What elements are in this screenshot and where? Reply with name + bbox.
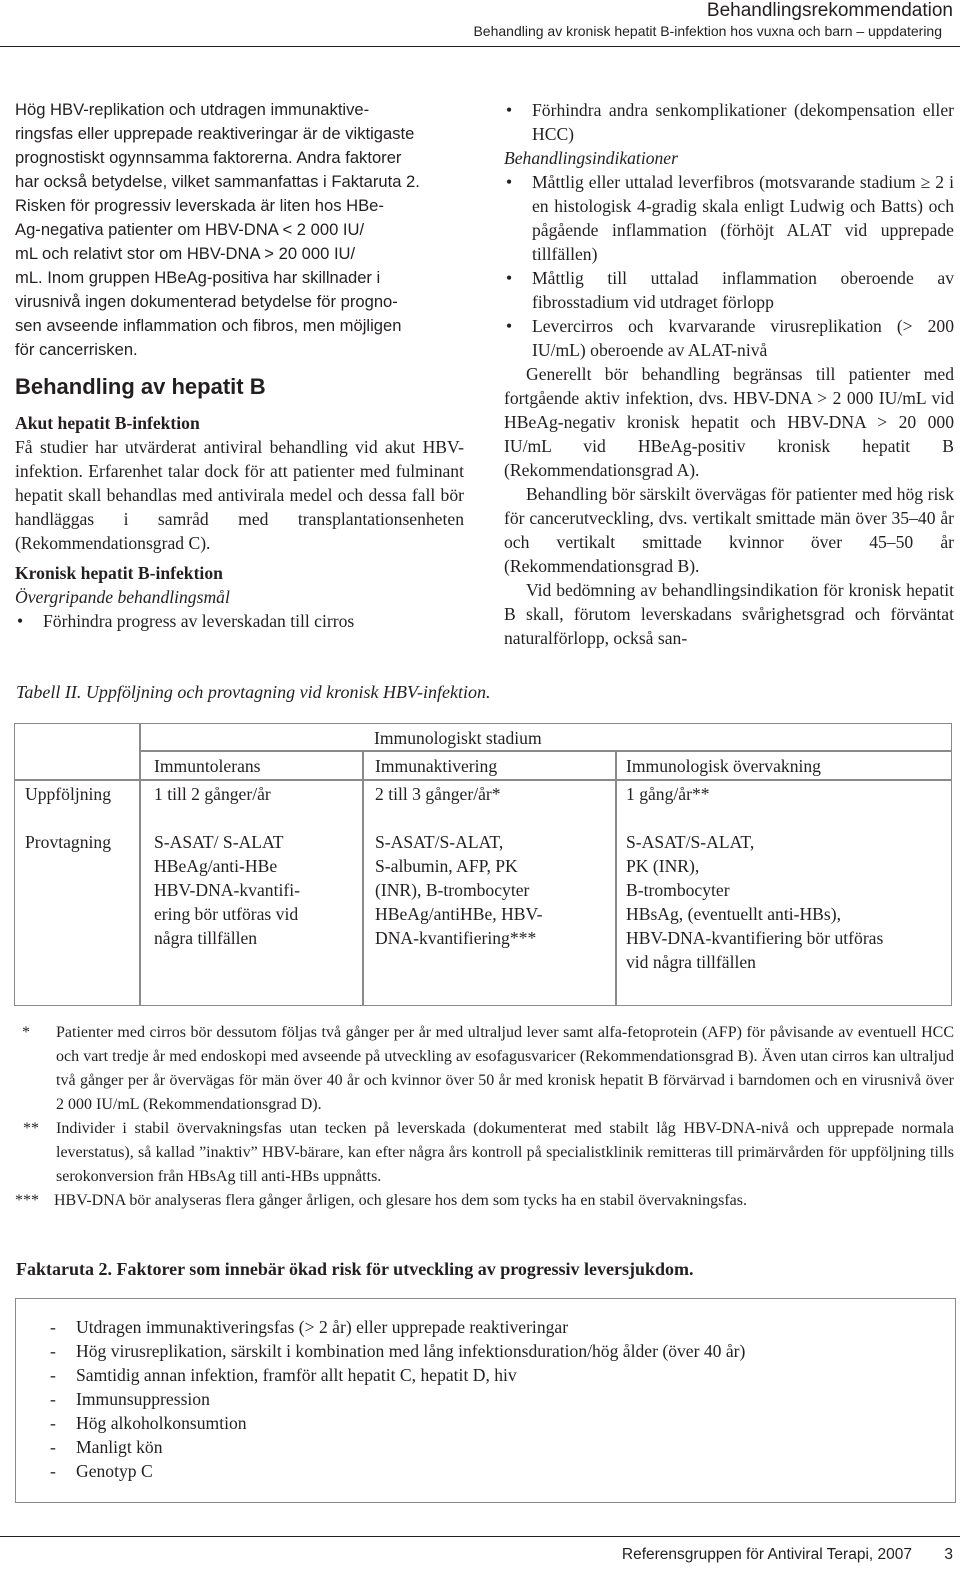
cell-line: HBsAg, (eventuellt anti-HBs), — [626, 904, 841, 924]
table-row-label: Provtagning — [25, 832, 112, 852]
list-item-text: Hög virusreplikation, särskilt i kombination med lång infektionsduration/hög ålder (över 40 år) — [76, 1341, 746, 1361]
list-item-text: Måttlig eller uttalad leverfibros (motsvarande stadium ≥ 2 i en histologisk 4-gradig skala enligt Ludwig och Batts) och pågående inflammation (förhöjt ALAT vid upprepade tillfällen) — [532, 172, 954, 264]
text-line: mL. Inom gruppen HBeAg-positiva har skillnader i — [15, 268, 381, 287]
dash-icon: - — [50, 1413, 56, 1433]
cell-line: ering bör utföras vid — [154, 904, 299, 924]
text-line: sen avseende inflammation och fibros, men möjligen — [15, 316, 402, 335]
running-header-title: Behandlingsrekommendation — [706, 0, 953, 21]
cell-line: S-ASAT/S-ALAT, — [626, 832, 755, 852]
table-rule — [362, 750, 364, 1005]
bullet-icon: • — [17, 611, 24, 631]
text-line: för cancerrisken. — [15, 340, 138, 359]
list-item — [50, 1315, 568, 1339]
dash-icon: - — [50, 1389, 56, 1409]
text-line: Hög HBV-replikation och utdragen immunaktive- — [15, 100, 370, 119]
subheading-acute: Akut hepatit B-infektion — [15, 413, 200, 433]
table-row-label: Uppföljning — [25, 784, 112, 804]
table-rule — [15, 779, 951, 781]
table-rule — [615, 750, 617, 1005]
list-item-text: Immunsuppression — [76, 1389, 210, 1409]
list-item-text: Förhindra andra senkomplikationer (dekompensation eller HCC) — [532, 100, 954, 144]
cell-line: S-ASAT/ S-ALAT — [154, 832, 284, 852]
cell-line: PK (INR), — [626, 856, 700, 876]
table-column-header: Immunologisk övervakning — [626, 756, 821, 776]
footer-rule — [0, 1536, 960, 1537]
list-item — [15, 609, 464, 633]
page-number: 3 — [944, 1546, 953, 1563]
list-item-text: Samtidig annan infektion, framför allt hepatit C, hepatit D, hiv — [76, 1365, 517, 1385]
footnote-mark: * — [22, 1024, 30, 1041]
section-heading: Behandling av hepatit B — [15, 374, 266, 399]
subheading-chronic: Kronisk hepatit B-infektion — [15, 563, 223, 583]
table-cell — [375, 830, 542, 950]
list-item — [50, 1339, 745, 1363]
list-item — [504, 266, 954, 314]
table-group-header: Immunologiskt stadium — [374, 728, 542, 748]
table-cell: 1 gång/år** — [626, 784, 710, 804]
cell-line: DNA-kvantifiering*** — [375, 928, 537, 948]
running-header-subtitle: Behandling av kronisk hepatit B-infektion hos vuxna och barn – uppdatering — [473, 23, 942, 39]
text-line: har också betydelse, vilket sammanfattas i Faktaruta 2. — [15, 172, 420, 191]
list-item — [504, 170, 954, 266]
dash-icon: - — [50, 1437, 56, 1457]
text-line: mL och relativt stor om HBV-DNA > 20 000 IU/ — [15, 244, 356, 263]
list-item-text: Förhindra progress av leverskadan till cirros — [43, 611, 355, 631]
right-column — [504, 98, 954, 650]
table-cell: 1 till 2 gånger/år — [154, 784, 271, 804]
footer-text: Referensgruppen för Antiviral Terapi, 2007 — [621, 1546, 912, 1563]
body-paragraph: Generellt bör behandling begränsas till patienter med fortgående aktiv infektion, dvs. HBV-DNA > 2 000 IU/mL vid HBeAg-negativ kronisk hepatit och HBV-DNA > 20 000 IU/mL vid HBeAg-positiv kronisk hepatit B (Rekommendationsgrad A). — [504, 364, 954, 480]
text-line: ringsfas eller upprepade reaktiveringar är de viktigaste — [15, 124, 415, 143]
table-cell — [626, 830, 883, 974]
list-item-text: Genotyp C — [76, 1461, 153, 1481]
body-paragraph: Vid bedömning av behandlingsindikation för kronisk hepatit B skall, förutom leverskadans svårighetsgrad och förväntat naturalförlopp, också san- — [504, 580, 954, 648]
bullet-icon: • — [506, 316, 513, 336]
list-item — [504, 314, 954, 362]
table-cell: 2 till 3 gånger/år* — [375, 784, 501, 804]
table-footnotes — [0, 1021, 960, 1216]
cell-line: HBV-DNA-kvantifiering bör utföras — [626, 928, 884, 948]
intro-paragraph — [15, 98, 464, 362]
dash-icon: - — [50, 1365, 56, 1385]
followup-table — [14, 723, 952, 1006]
cell-line: S-ASAT/S-ALAT, — [375, 832, 504, 852]
table-rule — [139, 724, 141, 1005]
footnote-text: Patienter med cirros bör dessutom följas två gånger per år med ultraljud lever samt alfa-fetoprotein (AFP) för påvisande av eventuell HCC och vart tredje år med endoskopi med avseende på utveckling av esofagusvaricer (Rekommendationsgrad B). Även utan cirros kan ultraljud två gånger per år övervägas för män över 40 år och kvinnor över 50 år med kronisk hepatit B förvärvad i barndomen och en virusnivå över 2 000 IU/mL (Rekommendationsgrad D). — [56, 1024, 954, 1113]
factbox — [15, 1298, 956, 1503]
acute-paragraph: Få studier har utvärderat antiviral behandling vid akut HBV-infektion. Erfarenhet talar dock för att patienter med fulminant hepatit skall behandlas med antivirala medel och dessa fall bör handläggas i samråd med transplantationsenheten (Rekommendationsgrad C). — [15, 437, 464, 553]
dash-icon: - — [50, 1341, 56, 1361]
table-rule — [139, 750, 951, 752]
cell-line: HBeAg/anti-HBe — [154, 856, 278, 876]
cell-line: S-albumin, AFP, PK — [375, 856, 518, 876]
list-item — [50, 1411, 247, 1435]
bullet-icon: • — [506, 100, 513, 120]
list-item-text: Måttlig till uttalad inflammation oberoende av fibrosstadium vid utdraget förlopp — [532, 268, 954, 312]
table-column-header: Immunaktivering — [375, 756, 498, 776]
cell-line: (INR), B-trombocyter — [375, 880, 530, 900]
list-item-text: Manligt kön — [76, 1437, 163, 1457]
table-caption: Tabell II. Uppföljning och provtagning vid kronisk HBV-infektion. — [16, 682, 491, 702]
dash-icon: - — [50, 1461, 56, 1481]
list-item — [50, 1363, 517, 1387]
list-item — [504, 98, 954, 146]
text-line: prognostiskt ogynnsamma faktorerna. Andra faktorer — [15, 148, 402, 167]
footnote-mark: *** — [15, 1192, 39, 1209]
list-item — [50, 1387, 210, 1411]
text-line: Risken för progressiv leverskada är liten hos HBe- — [15, 196, 384, 215]
text-line: Ag-negativa patienter om HBV-DNA < 2 000 IU/ — [15, 220, 365, 239]
cell-line: HBeAg/antiHBe, HBV- — [375, 904, 543, 924]
list-item — [50, 1435, 163, 1459]
dash-icon: - — [50, 1317, 56, 1337]
footnote-text: Individer i stabil övervakningsfas utan tecken på leverskada (dokumenterat med stabilt låg HBV-DNA-nivå och upprepade normala leverstatus), så kallad ”inaktiv” HBV-bärare, kan efter några års kontroll på specialistklinik remitteras till primärvården för uppföljning tills serokonversion från HBsAg till anti-HBs uppnåtts. — [56, 1120, 954, 1185]
subheading-indications: Behandlingsindikationer — [504, 148, 678, 168]
footnote-text: HBV-DNA bör analyseras flera gånger årligen, och glesare hos dem som tycks ha en stabil övervakningsfas. — [54, 1192, 747, 1209]
cell-line: några tillfällen — [154, 928, 258, 948]
cell-line: vid några tillfällen — [626, 952, 756, 972]
body-paragraph: Behandling bör särskilt övervägas för patienter med hög risk för cancerutveckling, dvs. vertikalt smittade män över 35–40 år och vertikalt smittade kvinnor över 45–50 år (Rekommendationsgrad B). — [504, 484, 954, 576]
cell-line: HBV-DNA-kvantifi- — [154, 880, 300, 900]
footnote-mark: ** — [23, 1120, 39, 1137]
list-item-text: Hög alkoholkonsumtion — [76, 1413, 247, 1433]
list-item-text: Utdragen immunaktiveringsfas (> 2 år) eller upprepade reaktiveringar — [76, 1317, 569, 1337]
table-cell — [154, 830, 300, 950]
list-item — [50, 1459, 153, 1483]
cell-line: B-trombocyter — [626, 880, 730, 900]
subheading-goals: Övergripande behandlingsmål — [15, 587, 230, 607]
bullet-icon: • — [506, 172, 513, 192]
factbox-title: Faktaruta 2. Faktorer som innebär ökad risk för utveckling av progressiv leversjukdom. — [16, 1259, 694, 1279]
bullet-icon: • — [506, 268, 513, 288]
table-column-header: Immuntolerans — [154, 756, 261, 776]
text-line: virusnivå ingen dokumenterad betydelse för progno- — [15, 292, 398, 311]
list-item-text: Levercirros och kvarvarande virusreplikation (> 200 IU/mL) oberoende av ALAT-nivå — [532, 316, 954, 360]
header-rule — [0, 46, 960, 47]
left-column — [15, 98, 464, 633]
